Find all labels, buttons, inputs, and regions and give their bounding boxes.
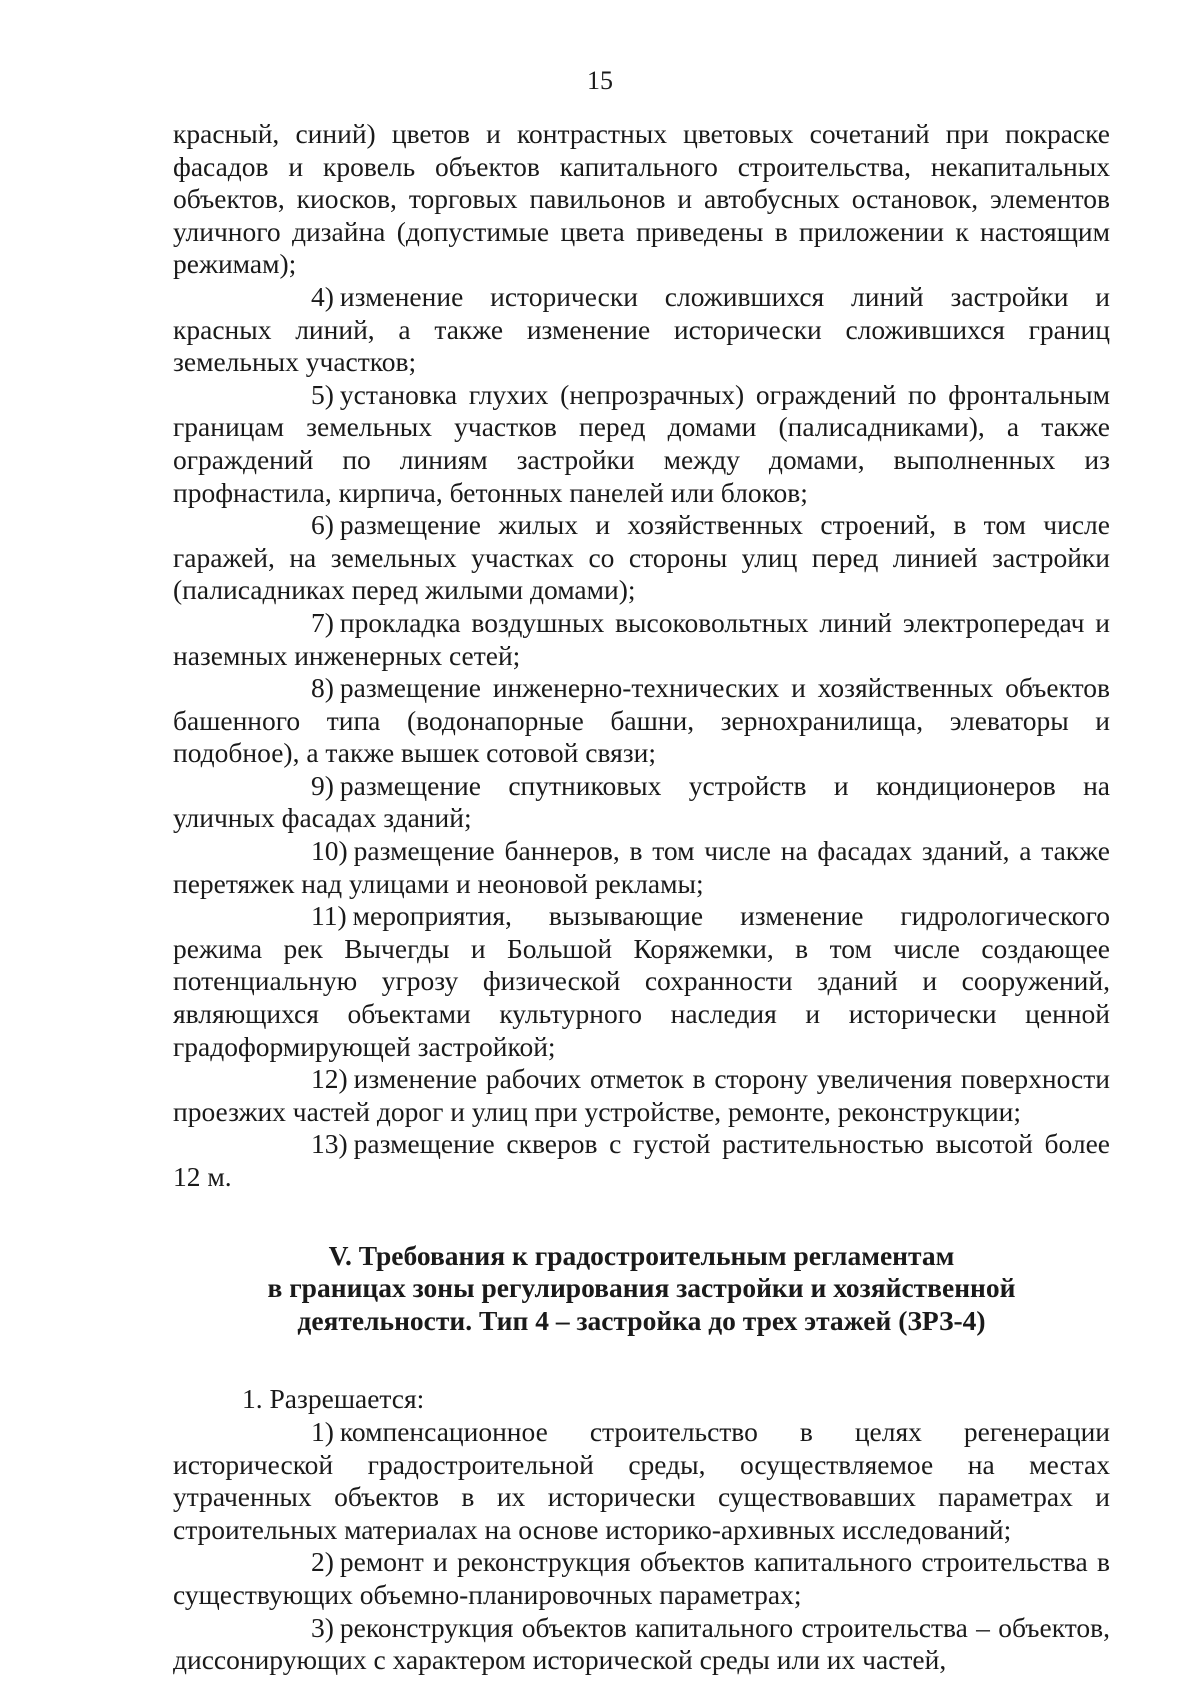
list-item-text: размещение скверов с густой растительностью высотой более 12 м.	[173, 1128, 1110, 1192]
list-item-number: 10)	[311, 835, 348, 867]
list-item-text: ремонт и реконструкция объектов капитального строительства в существующих объемно-планировочных параметрах;	[173, 1546, 1110, 1610]
list-item-number: 1)	[311, 1415, 334, 1447]
list-item	[173, 835, 1110, 900]
list-item-number: 6)	[311, 509, 334, 541]
section-heading-line: V. Требования к градостроительным регламентам	[328, 1239, 955, 1271]
list-item-text: изменение исторически сложившихся линий застройки и красных линий, а также изменение исторически сложившихся границ земельных участков;	[173, 280, 1110, 378]
list-item-number: 3)	[311, 1611, 334, 1643]
list-item	[173, 379, 1110, 509]
list-item-text: размещение жилых и хозяйственных строений, в том числе гаражей, на земельных участках со стороны улиц перед линией застройки (палисадниках перед жилыми домами);	[173, 509, 1110, 606]
list-item-text: размещение баннеров, в том числе на фасадах зданий, а также перетяжек над улицами и неоновой рекламы;	[173, 835, 1110, 899]
list-item	[173, 509, 1110, 607]
list-item-number: 13)	[311, 1128, 348, 1160]
list-item-number: 11)	[311, 900, 347, 932]
lead-paragraph: красный, синий) цветов и контрастных цветовых сочетаний при покраске фасадов и кровель объектов капитального строительства, некапитальных объектов, киосков, торговых павильонов и автобусных остановок, элементов уличного дизайна (допустимые цвета приведены в приложении к настоящим режимам);	[173, 118, 1110, 280]
list-item-text: прокладка воздушных высоковольтных линий электропередач и наземных инженерных сетей;	[173, 606, 1110, 671]
section-heading-line: деятельности. Тип 4 – застройка до трех этажей (ЗРЗ-4)	[297, 1304, 986, 1336]
list-item	[173, 672, 1110, 770]
list-item	[173, 1063, 1110, 1128]
list-item	[173, 1612, 1110, 1677]
list-item-number: 12)	[311, 1063, 348, 1095]
list-item-number: 2)	[311, 1546, 334, 1578]
list-item-text: реконструкция объектов капитального строительства – объектов, диссонирующих с характером исторической среды или их частей,	[173, 1611, 1110, 1676]
list-item-number: 7)	[311, 606, 334, 638]
list-item-text: установка глухих (непрозрачных) ограждений по фронтальным границам земельных участков перед домами (палисадниками), а также ограждений по линиям застройки между домами, выполненных из профнастила, кирпича, бетонных панелей или блоков;	[173, 378, 1110, 508]
section-heading	[173, 1240, 1110, 1338]
list-item-number: 5)	[311, 378, 334, 410]
list-item-text: размещение спутниковых устройств и кондиционеров на уличных фасадах зданий;	[173, 769, 1110, 834]
list-item-number: 8)	[311, 672, 334, 704]
document-body	[173, 118, 1110, 1677]
list-item	[173, 1416, 1110, 1546]
list-item	[173, 281, 1110, 379]
list-item	[173, 900, 1110, 1063]
section-heading-line: в границах зоны регулирования застройки и хозяйственной	[267, 1272, 1016, 1304]
list-item	[173, 1546, 1110, 1611]
subsection-label: 1. Разрешается:	[242, 1383, 425, 1415]
list-item-text: мероприятия, вызывающие изменение гидрологического режима рек Вычегды и Большой Коряжемки, в том числе создающее потенциальную угрозу физической сохранности зданий и сооружений, являющихся объектами культурного наследия и исторически ценной градоформирующей застройкой;	[173, 900, 1110, 1062]
list-item-text: изменение рабочих отметок в сторону увеличения поверхности проезжих частей дорог и улиц при устройстве, ремонте, реконструкции;	[173, 1063, 1110, 1127]
list-item-text: размещение инженерно-технических и хозяйственных объектов башенного типа (водонапорные башни, зернохранилища, элеваторы и подобное), а также вышек сотовой связи;	[173, 672, 1110, 769]
list-item	[173, 607, 1110, 672]
list-item-number: 9)	[311, 769, 334, 801]
list-item	[173, 770, 1110, 835]
list-item	[173, 1128, 1110, 1193]
list-item-text: компенсационное строительство в целях регенерации исторической градостроительной среды, осуществляемое на местах утраченных объектов в их исторически существовавших параметрах и строительных материалах на основе историко-архивных исследований;	[173, 1415, 1110, 1545]
page-number: 15	[587, 66, 613, 95]
list-item-number: 4)	[311, 280, 334, 312]
